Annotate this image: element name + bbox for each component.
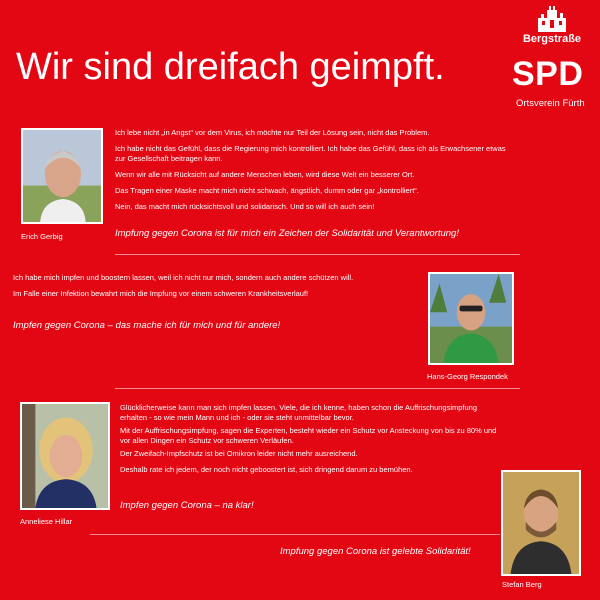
slogan: Impfen gegen Corona – na klar! [120, 500, 254, 511]
person-name: Hans-Georg Respondek [427, 372, 508, 381]
statement-paragraph: Das Tragen einer Maske macht mich nicht schwach, ängstlich, dumm oder gar „kontrolliert“. [115, 186, 419, 195]
portrait-photo [428, 272, 514, 365]
statement-text [13, 273, 418, 299]
statement-paragraph: Ich habe mich impfen und boostern lassen, weil ich nicht nur mich, sondern auch andere schützen will. [13, 273, 354, 282]
statement-text [115, 128, 515, 212]
statement-paragraph: Im Falle einer Infektion bewahrt mich die Impfung vor einem schweren Krankheitsverlauf! [13, 289, 309, 298]
page-title: Wir sind dreifach geimpft. [16, 46, 445, 88]
statement-paragraph: Ich lebe nicht „in Angst“ vor dem Virus, ich möchte nur Teil der Lösung sein, nicht das Problem. [115, 128, 430, 137]
statement-paragraph: Ich habe nicht das Gefühl, dass die Regierung mich kontrolliert. Ich habe das Gefühl, dass ich als Erwachsener etwas zur Gesellschaft beitragen kann. [115, 144, 506, 163]
divider [115, 388, 520, 389]
statement-paragraph: Glücklicherweise kann man sich impfen lassen. Viele, die ich kenne, haben schon die Auffrischungsimpfung erhalten - so wie mein Mann und ich - oder sie steht unmittelbar bevor. [120, 403, 478, 422]
statement-text [120, 403, 498, 475]
portrait-photo [501, 470, 581, 576]
portrait-photo [20, 402, 110, 510]
statement-paragraph: Deshalb rate ich jedem, der noch nicht geboostert ist, sich dringend darum zu bemühen. [120, 465, 413, 474]
portrait-photo [21, 128, 103, 224]
town-logo [510, 4, 594, 45]
portrait-anneliese-hillar [22, 404, 108, 508]
portrait-erich-gerbig [23, 130, 101, 222]
ortsverein-label: Ortsverein Fürth [516, 98, 585, 109]
town-name: Bergstraße [522, 33, 582, 45]
person-name: Stefan Berg [502, 580, 542, 589]
divider [115, 254, 520, 255]
person-name: Erich Gerbig [21, 232, 63, 241]
slogan: Impfung gegen Corona ist für mich ein Zeichen der Solidarität und Verantwortung! [115, 228, 459, 239]
slogan: Impfung gegen Corona ist gelebte Solidarität! [280, 546, 471, 557]
party-logo: SPD [512, 55, 584, 93]
portrait-hans-georg-respondek [430, 274, 512, 363]
statement-paragraph: Nein, das macht mich rücksichtsvoll und solidarisch. Und so will ich auch sein! [115, 202, 375, 211]
portrait-stefan-berg [503, 472, 579, 574]
person-name: Anneliese Hillar [20, 517, 73, 526]
slogan: Impfen gegen Corona – das mache ich für mich und für andere! [13, 320, 281, 331]
divider [90, 534, 500, 535]
statement-paragraph: Wenn wir alle mit Rücksicht auf andere Menschen leben, wird diese Welt ein besserer Ort. [115, 170, 415, 179]
castle-icon [532, 4, 572, 32]
statement-paragraph: Mit der Auffrischungsimpfung, sagen die Experten, besteht wieder ein Schutz vor Ansteckung von bis zu 80% und vor allen Dingen ein Schutz vor schweren Verläufen. [120, 426, 497, 445]
statement-paragraph: Der Zweifach-Impfschutz ist bei Omikron leider nicht mehr ausreichend. [120, 449, 358, 458]
